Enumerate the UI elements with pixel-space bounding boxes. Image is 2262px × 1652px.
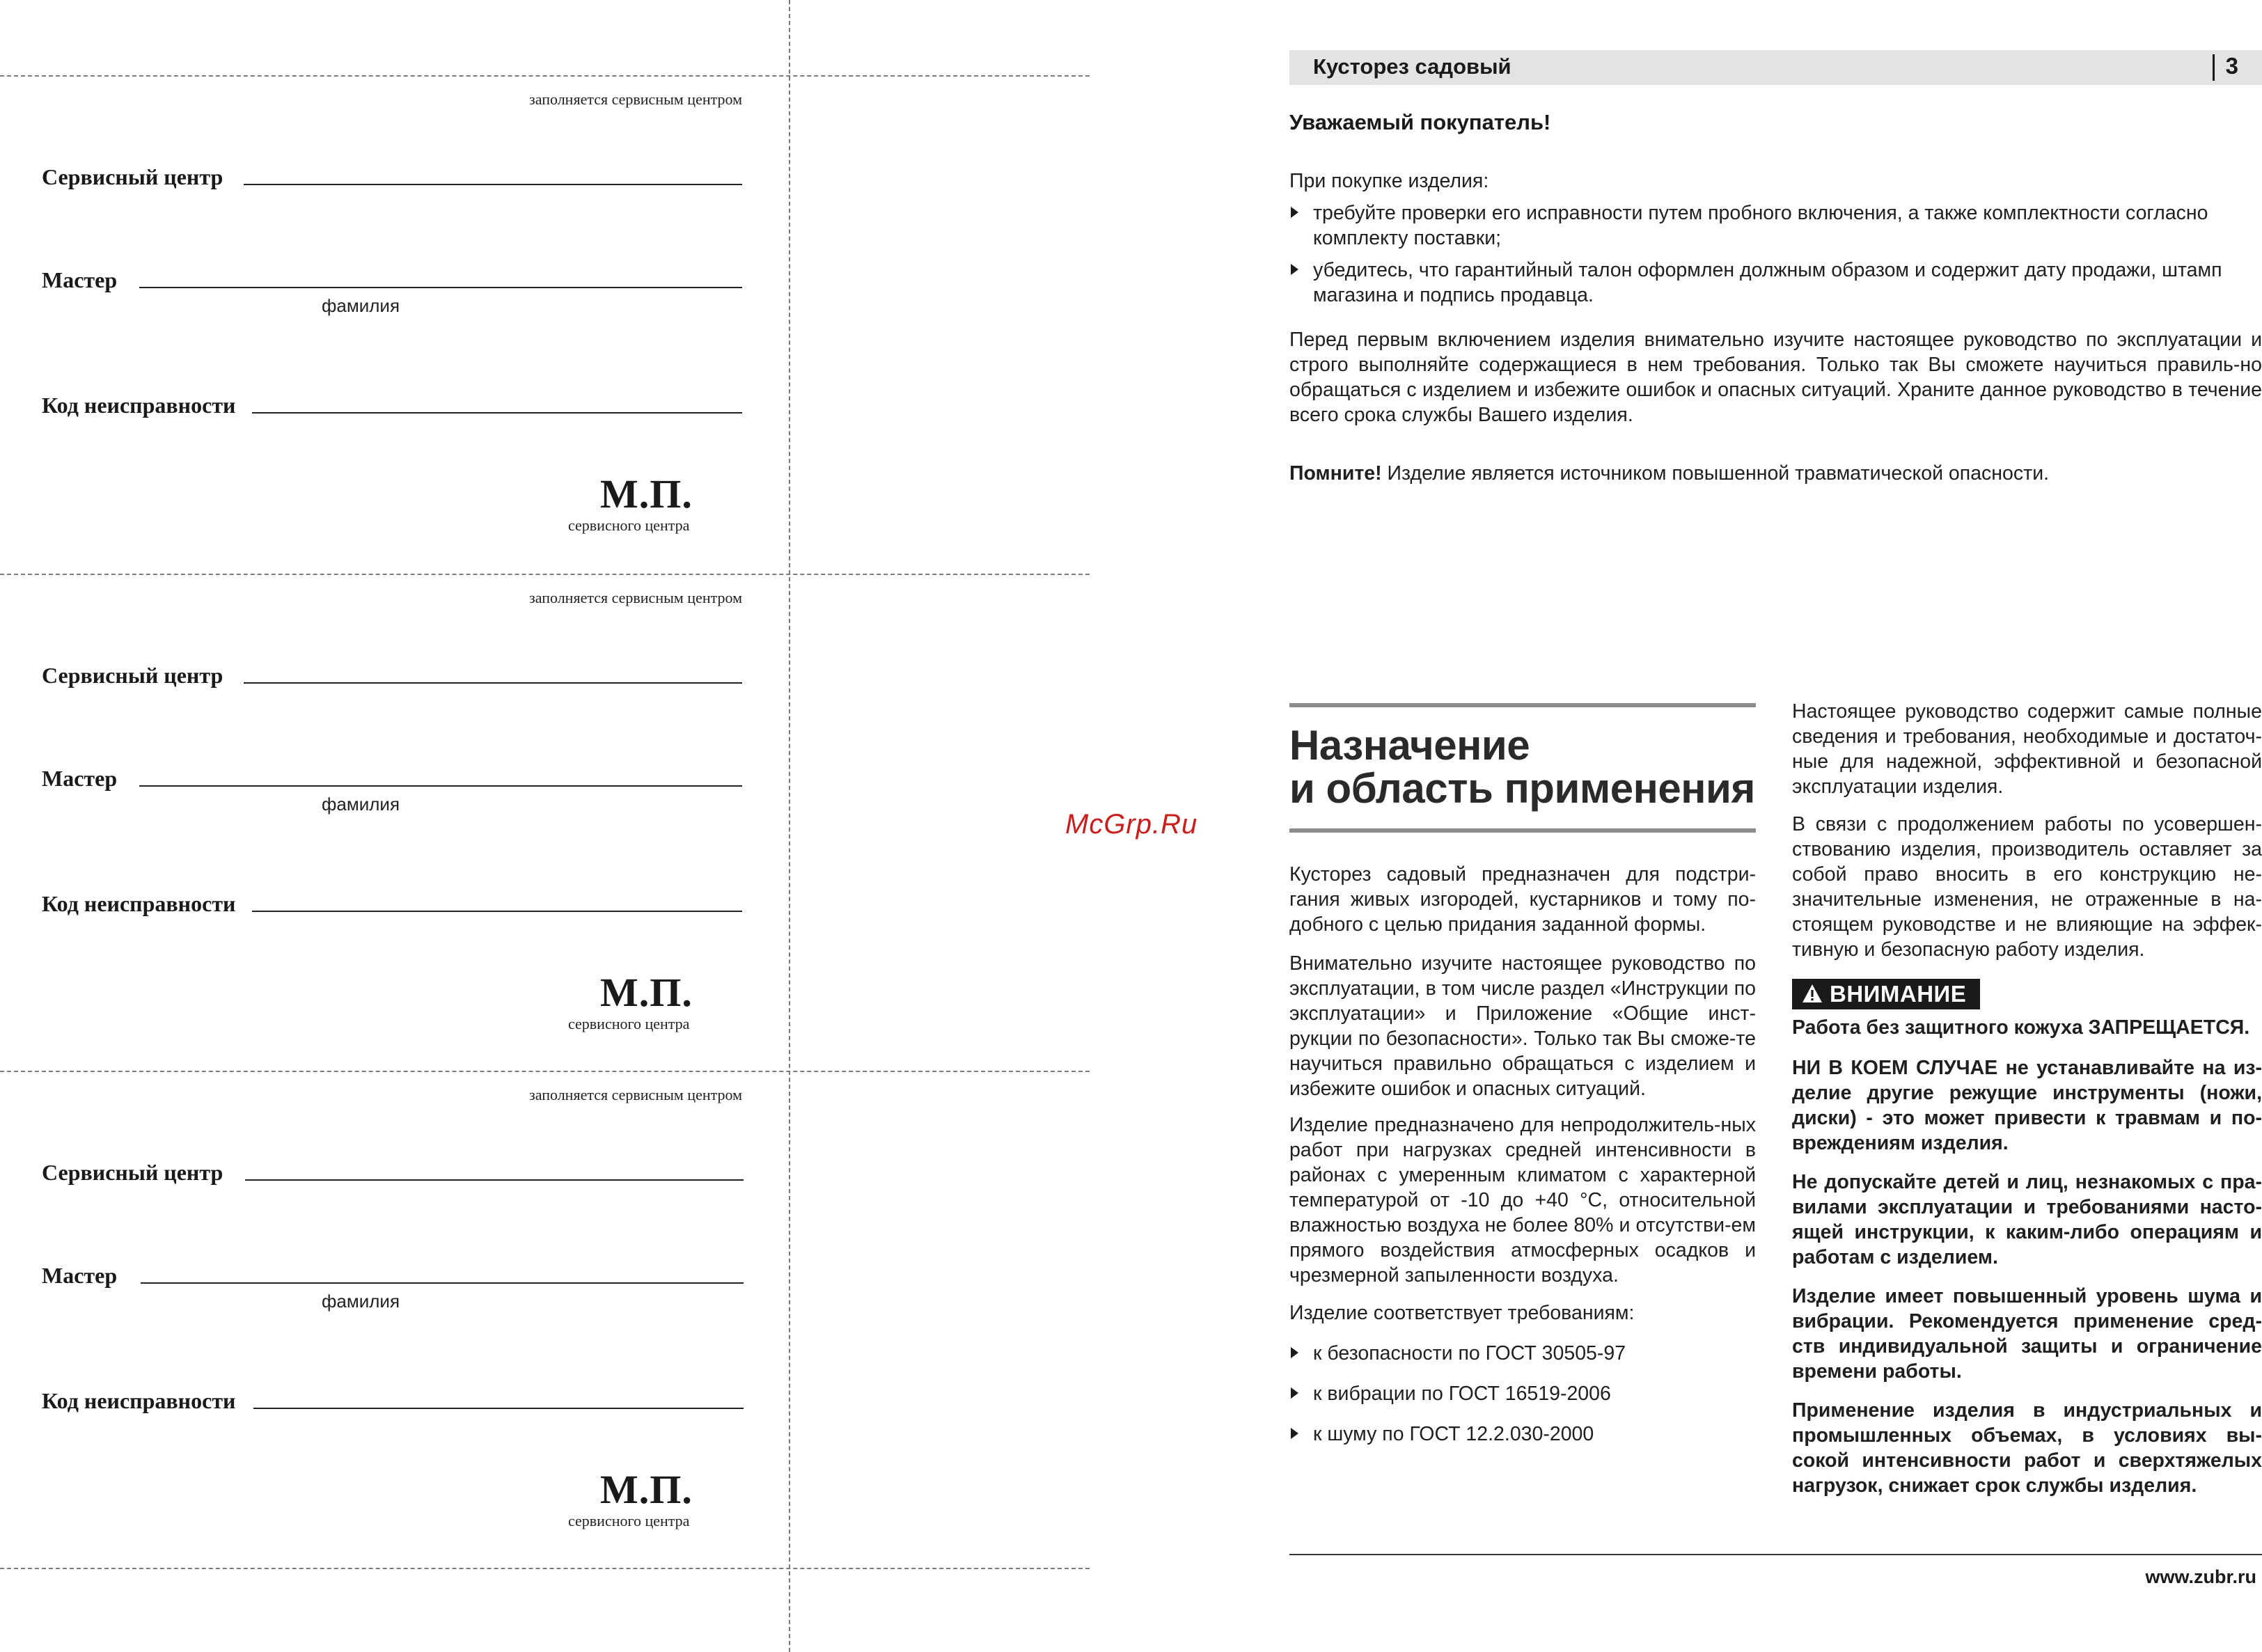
service-center-line: [244, 682, 742, 684]
fault-code-line: [252, 911, 742, 912]
service-coupon-1: [0, 77, 787, 574]
remember-text: Изделие является источником повышенной травматической опасности.: [1381, 462, 2050, 485]
page-header-title: Кусторез садовый: [1313, 54, 1511, 79]
master-label: Мастер: [42, 766, 118, 791]
warning-badge: [1792, 979, 1980, 1009]
purchase-bullet-text: требуйте проверки его исправности путем пробного включения, а также комплектности согласно комплекту поставки;: [1313, 202, 2208, 249]
surname-label: фамилия: [322, 794, 400, 815]
requirement-text: к вибрации по ГОСТ 16519-2006: [1313, 1383, 1611, 1405]
page-header-separator: [2213, 54, 2215, 81]
service-coupon-3: [0, 1072, 787, 1569]
warning-label: ВНИМАНИЕ: [1830, 981, 1967, 1007]
fill-note: заполняется сервисным центром: [529, 91, 742, 108]
service-center-label: Сервисный центр: [42, 164, 223, 189]
fault-code-label: Код неисправности: [42, 1388, 236, 1413]
watermark: McGrp.Ru: [1065, 809, 1198, 840]
stamp-label: М.П.: [600, 1467, 693, 1512]
master-line: [141, 1282, 744, 1284]
section-title: [1289, 724, 1755, 810]
fault-code-line: [252, 412, 742, 414]
service-center-line: [245, 1179, 744, 1181]
surname-label: фамилия: [322, 295, 400, 316]
footer-url[interactable]: www.zubr.ru: [2145, 1566, 2256, 1587]
bullet-triangle-icon: [1291, 1387, 1298, 1399]
section-title-line-1: Назначение: [1289, 722, 1530, 769]
remember-bold: Помните!: [1289, 462, 1382, 485]
stamp-label: М.П.: [600, 471, 693, 517]
section-rule-top: [1289, 703, 1756, 707]
page-header: [1289, 50, 2262, 85]
bullet-triangle-icon: [1291, 207, 1298, 218]
warning-item-1: Работа без защитного кожуха ЗАПРЕЩАЕТСЯ.: [1792, 1016, 2250, 1039]
service-center-line: [244, 184, 742, 185]
stamp-label: М.П.: [600, 970, 693, 1015]
purchase-bullet-2: [1289, 258, 2262, 308]
warning-item-2: НИ В КОЕМ СЛУЧАЕ не устанавливайте на из-делие другие режущие инструменты (ножи, диски) - это может привести к травмам и по-вреждениям изделия.: [1792, 1057, 2262, 1154]
purchase-bullet-1: [1289, 200, 2262, 251]
service-coupon-2: [0, 575, 787, 1072]
requirement-text: к безопасности по ГОСТ 30505-97: [1313, 1342, 1626, 1364]
warning-item-4: Изделие имеет повышенный уровень шума и вибрации. Рекомендуется применение сред-ств индивидуальной защиты и ограничение времени работы.: [1792, 1285, 2262, 1383]
bullet-triangle-icon: [1291, 264, 1298, 275]
footer-rule: [1289, 1554, 2262, 1555]
section-paragraph-3: Изделие предназначено для непродолжитель-ных работ при нагрузках средней интенсивности в районах с умеренным климатом с характерной температурой от -10 до +40 °С, относительной влажностью воздуха не более 80% и отсутстви-ем прямого воздействия атмосферных осадков и чрезмерной запыленности воздуха.: [1289, 1114, 1756, 1287]
cut-line-vertical: [789, 0, 790, 1652]
section-paragraph-2: Внимательно изучите настоящее руководство по эксплуатации, в том числе раздел «Инструкции по эксплуатации» и Приложение «Общие инст-рукции по безопасности». Только так Вы сможе-те научиться правильно обращаться с изделием и избежите ошибок и опасных ситуаций.: [1289, 952, 1756, 1100]
fault-code-label: Код неисправности: [42, 393, 236, 418]
section-title-line-2: и область применения: [1289, 765, 1755, 812]
fault-code-label: Код неисправности: [42, 891, 236, 916]
master-line: [139, 785, 742, 787]
fill-note: заполняется сервисным центром: [529, 589, 742, 606]
service-center-label: Сервисный центр: [42, 663, 223, 688]
section-paragraph-1: Кусторез садовый предназначен для подстри-гания живых изгородей, кустарников и тому по-добного с целью придания заданной формы.: [1289, 863, 1756, 936]
remember-paragraph: [1289, 461, 2262, 486]
fault-code-line: [253, 1408, 744, 1409]
stamp-sub: сервисного центра: [568, 1512, 690, 1529]
master-label: Мастер: [42, 267, 118, 292]
requirement-item-3: [1289, 1422, 1756, 1447]
right-paragraph-2: В связи с продолжением работы по усовершен-ствованию изделия, производитель оставляет за собой право вносить в его конструкцию не-значительные изменения, не отраженные в на-стоящем руководстве и не влияющие на эффек-тивную и безопасную работу изделия.: [1792, 813, 2262, 961]
warning-item-5: Применение изделия в индустриальных и промышленных объемах, в условиях вы-сокой интенсивности работ и сверхтяжелых нагрузок, снижает срок службы изделия.: [1792, 1399, 2262, 1497]
master-line: [139, 287, 742, 288]
requirement-text: к шуму по ГОСТ 12.2.030-2000: [1313, 1423, 1594, 1445]
right-paragraph-1: Настоящее руководство содержит самые полные сведения и требования, необходимые и достаточ-ные для надежной, эффективной и безопасной эксплуатации изделия.: [1792, 700, 2262, 798]
purchase-intro: При покупке изделия:: [1289, 170, 1489, 192]
greeting: Уважаемый покупатель!: [1289, 110, 1551, 134]
warning-item-3: Не допускайте детей и лиц, незнакомых с пра-вилами эксплуатации и требованиями насто-ящей инструкции, к каким-либо операциям и работам с изделием.: [1792, 1171, 2262, 1268]
stamp-sub: сервисного центра: [568, 1015, 690, 1032]
warning-triangle-icon: [1802, 983, 1823, 1004]
service-center-label: Сервисный центр: [42, 1160, 223, 1185]
requirement-item-1: [1289, 1341, 1756, 1366]
page-number: 3: [2225, 53, 2238, 79]
section-rule-bottom: [1289, 828, 1756, 833]
bullet-triangle-icon: [1291, 1347, 1298, 1358]
fill-note: заполняется сервисным центром: [529, 1086, 742, 1103]
requirements-intro: Изделие соответствует требованиям:: [1289, 1302, 1635, 1324]
purchase-bullet-text: убедитесь, что гарантийный талон оформлен должным образом и содержит дату продажи, штамп магазина и подпись продавца.: [1313, 259, 2222, 306]
requirement-item-2: [1289, 1381, 1756, 1406]
surname-label: фамилия: [322, 1291, 400, 1312]
stamp-sub: сервисного центра: [568, 517, 690, 534]
before-use-paragraph: Перед первым включением изделия внимательно изучите настоящее руководство по эксплуатации и строго выполняйте содержащиеся в нем требования. Только так Вы сможете научиться правиль-но обращаться с изделием и избежите ошибок и опасных ситуаций. Храните данное руководство в течение всего срока службы Вашего изделия.: [1289, 329, 2262, 426]
bullet-triangle-icon: [1291, 1428, 1298, 1439]
master-label: Мастер: [42, 1263, 118, 1288]
